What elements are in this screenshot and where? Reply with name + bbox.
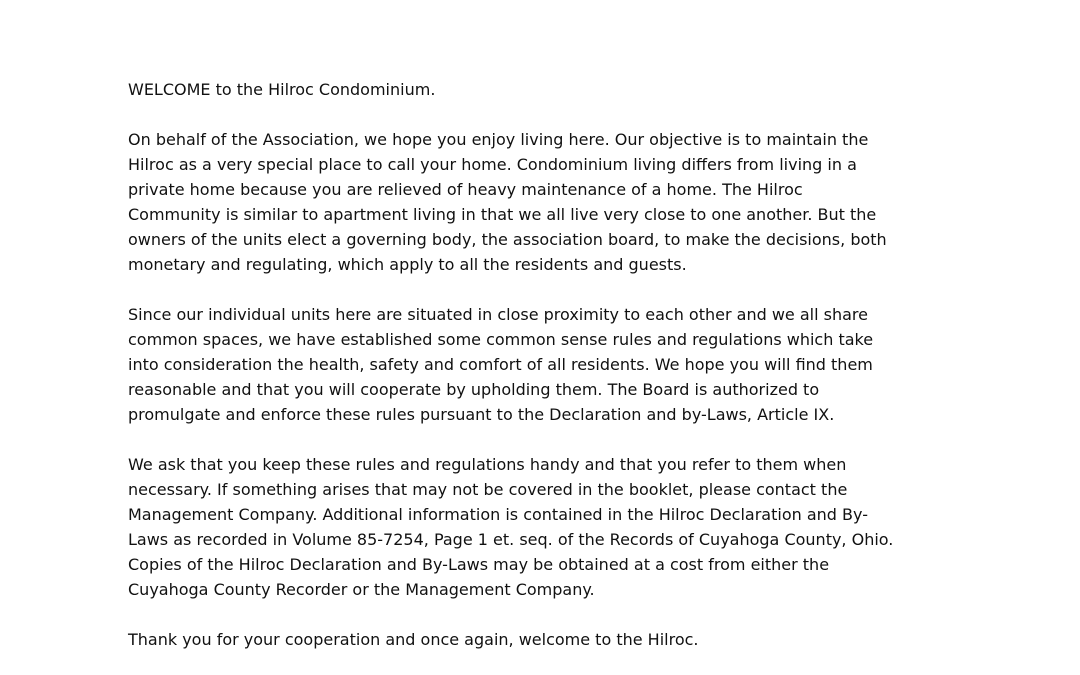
greeting-line: WELCOME to the Hilroc Condominium. (128, 80, 436, 99)
text-line: We ask that you keep these rules and regulations handy and that you refer to them when (128, 455, 847, 474)
text-line: into consideration the health, safety and comfort of all residents. We hope you will find them (128, 355, 873, 374)
text-line: necessary. If something arises that may not be covered in the booklet, please contact the (128, 480, 848, 499)
paragraph-rules (128, 302, 988, 427)
text-line: Management Company. Additional information is contained in the Hilroc Declaration and By- (128, 505, 868, 524)
text-line: promulgate and enforce these rules pursuant to the Declaration and by-Laws, Article IX. (128, 405, 835, 424)
paragraph-intro (128, 127, 988, 277)
text-line: reasonable and that you will cooperate by upholding them. The Board is authorized to (128, 380, 820, 399)
text-line: Laws as recorded in Volume 85-7254, Page 1 et. seq. of the Records of Cuyahoga County, Ohio. (128, 530, 894, 549)
text-line: Hilroc as a very special place to call your home. Condominium living differs from living in a (128, 155, 857, 174)
document-body (128, 77, 988, 652)
greeting-paragraph (128, 77, 988, 102)
text-line: common spaces, we have established some common sense rules and regulations which take (128, 330, 874, 349)
text-line: owners of the units elect a governing body, the association board, to make the decisions, both (128, 230, 887, 249)
text-line: monetary and regulating, which apply to all the residents and guests. (128, 255, 687, 274)
text-line: Cuyahoga County Recorder or the Management Company. (128, 580, 595, 599)
text-line: private home because you are relieved of heavy maintenance of a home. The Hilroc (128, 180, 803, 199)
text-line: Copies of the Hilroc Declaration and By-Laws may be obtained at a cost from either the (128, 555, 830, 574)
closing-line: Thank you for your cooperation and once again, welcome to the Hilroc. (128, 630, 699, 649)
paragraph-references (128, 452, 988, 602)
text-line: Community is similar to apartment living in that we all live very close to one another. But the (128, 205, 877, 224)
text-line: On behalf of the Association, we hope you enjoy living here. Our objective is to maintain the (128, 130, 869, 149)
closing-paragraph (128, 627, 988, 652)
text-line: Since our individual units here are situated in close proximity to each other and we all share (128, 305, 868, 324)
